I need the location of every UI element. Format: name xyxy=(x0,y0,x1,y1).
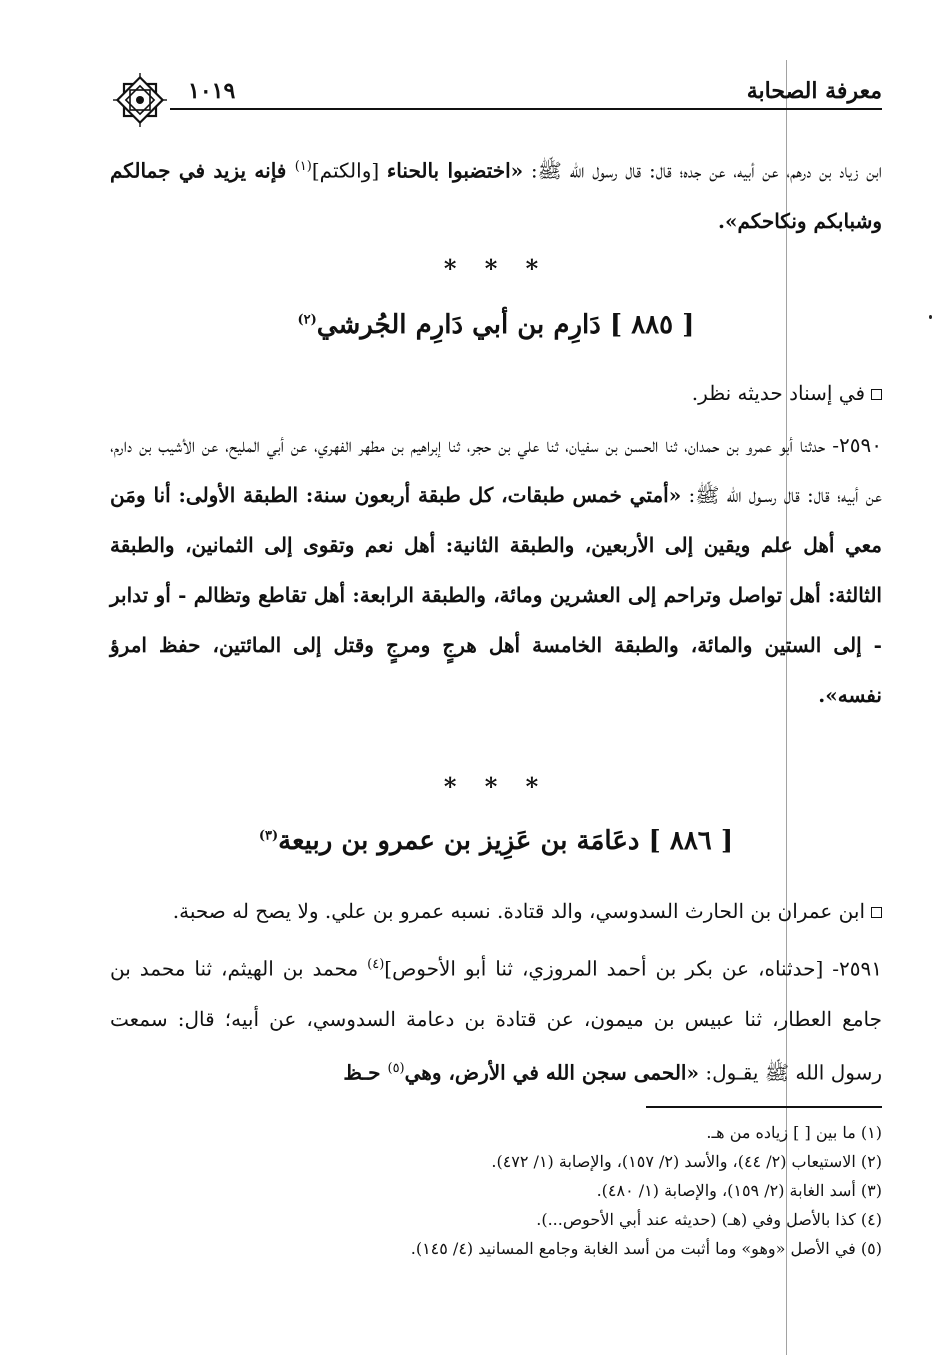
octagram-ornament-icon xyxy=(110,70,170,130)
footnote-ref-5: (٥) xyxy=(387,1060,405,1076)
footnote-ref-1: (١) xyxy=(294,159,312,174)
scan-artifact-dot xyxy=(929,315,932,319)
hadith-2590 xyxy=(110,420,882,720)
separator-stars-2: * * * xyxy=(443,772,549,801)
page-header xyxy=(110,70,882,130)
footnote-ref-4: (٤) xyxy=(367,957,385,972)
book-title: معرفة الصحابة xyxy=(746,78,882,104)
entry-heading-886 xyxy=(110,826,882,856)
footnote-1: (١) ما بين [ ] زياده من هـ. xyxy=(706,1123,882,1142)
footnote-rule xyxy=(646,1106,882,1108)
hadith-2590-isnad: - حدثنا أبو عمرو بن حمدان، ثنا الحسن بن سفيان، ثنا علي بن حجر، ثنا إبراهيم بن مطهر الفهري، عن أبي المليح، عن الأشيب بن دارم، عن أبيه؛ قال: قال رسـول الله ﷺ: xyxy=(110,433,883,507)
intro-text-plain: ابن زياد بن درهم، عن أبيه، عن جده؛ قال: قال رسول الله ﷺ: xyxy=(523,158,882,183)
hadith-2590-number: ٢٥٩٠ xyxy=(839,433,882,457)
header-rule xyxy=(170,108,882,110)
entry-heading-886-text: [ ٨٨٦ ] دعَامَة بن عَزِيز بن عمرو بن ربيعة xyxy=(278,826,734,856)
intro-bracket-text: [والكتم] xyxy=(311,158,380,183)
footnote-5: (٥) في الأصل «وهو» وما أثبت من أسد الغابة وجامع المسانيد (٤/ ١٤٥). xyxy=(410,1239,882,1258)
square-bullet-icon xyxy=(871,389,882,400)
hadith-2591-matn-a: «الحمى سجن الله في الأرض، وهي xyxy=(404,1060,699,1085)
hadith-2591-matn-b: حـظ xyxy=(343,1060,388,1085)
entry-885-note xyxy=(110,368,882,418)
hadith-2591-isnad-a: - [حدثناه، عن بكر بن أحمد المروزي، ثنا أبو الأحوص] xyxy=(384,956,840,981)
entry-886-note-text: ابن عمران بن الحارث السدوسي، والد قتادة. نسبه عمرو بن علي. ولا يصح له صحبة. xyxy=(172,899,865,923)
entry-885-note-text: في إسناد حديثه نظر. xyxy=(691,381,865,405)
entry-heading-885-text: [ ٨٨٥ ] دَارِم بن أبي دَارِم الجُرشي xyxy=(316,310,695,340)
hadith-2591 xyxy=(110,940,882,1097)
footnote-3: (٣) أسد الغابة (٢/ ١٥٩)، والإصابة (١/ ٤٨٠). xyxy=(596,1181,882,1200)
square-bullet-icon xyxy=(871,907,882,918)
footnote-ref-2: (٢) xyxy=(297,312,317,328)
footnote-2: (٢) الاستيعاب (٢/ ٤٤)، والأسد (٢/ ١٥٧)، والإصابة (١/ ٤٧٢). xyxy=(491,1152,882,1171)
intro-quote-bold-cont: فإنه يزيد في جمالكم وشبابكم ونكاحكم». xyxy=(110,158,882,233)
intro-quote-bold: «اختضبوا بالحناء xyxy=(386,158,524,183)
footnote-4: (٤) كذا بالأصل وفي (هـ) (حديثه عند أبي الأحوص...). xyxy=(536,1210,882,1229)
entry-886-note xyxy=(110,886,882,936)
footnote-ref-3: (٣) xyxy=(258,828,279,844)
hadith-2591-isnad-b: محمد بن الهيثم، ثنا محمد بن جامع العطار، ثنا عبيس بن ميمون، عن قتادة بن دعامة السدوسي، عن أبيه؛ قال: سمعت رسول الله ﷺ يقـول: xyxy=(110,956,882,1085)
hadith-2590-matn: «أمتي خمس طبقات، كل طبقة أربعون سنة: الطبقة الأولى: أنا ومَن معي أهل علم ويقين إلى الأربعين، والطبقة الثانية: أهل نعم وتقوى إلى الثمانين، والطبقة الثالثة: أهل تواصل وتراحم إلى العشرين ومائة، والطبقة الرابعة: أهل تقاطع وتظالم - أو تدابر - إلى الستين والمائة، والطبقة الخامسة أهل هرجٍ ومرجٍ وقتل إلى المائتين، حفظ امرؤ نفسه». xyxy=(110,483,882,707)
page-number: ١٠١٩ xyxy=(188,78,236,104)
footnotes xyxy=(110,1118,882,1263)
separator-stars: * * * xyxy=(443,254,549,283)
hadith-2591-number: ٢٥٩١ xyxy=(839,956,883,981)
intro-paragraph xyxy=(110,142,882,246)
entry-heading-885 xyxy=(110,310,882,340)
